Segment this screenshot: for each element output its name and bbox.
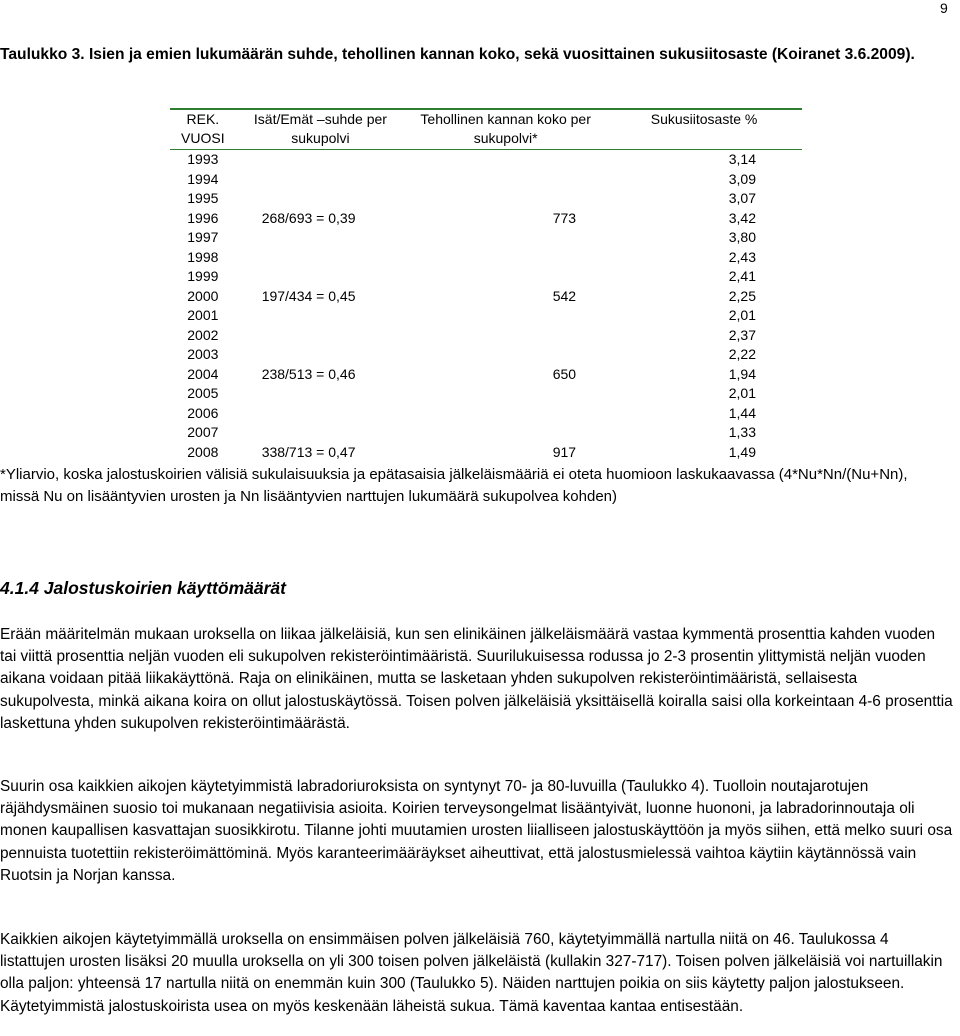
cell-sire-dam-ratio: 197/434 = 0,45 bbox=[261, 287, 356, 304]
cell-sire-dam-ratio: 238/513 = 0,46 bbox=[261, 365, 356, 382]
cell-year: 2007 bbox=[187, 424, 219, 440]
cell-effective-population bbox=[405, 228, 606, 248]
table-row bbox=[170, 404, 802, 424]
cell-year: 1995 bbox=[187, 190, 219, 206]
cell-inbreeding: 2,01 bbox=[728, 385, 756, 401]
cell-sire-dam-ratio bbox=[236, 228, 406, 248]
paragraph: Kaikkien aikojen käytetyimmällä uroksella on ensimmäisen polven jälkeläisiä 760, käytetyimmällä nartulla niitä on 46. Taulukossa 4 listattujen urosten lisäksi 20 muulla uroksella on yli 300 toisen polven jälkeläistä (kullakin 327-717). Toisen polven jälkeläisiä voi nartuillakin olla paljon: yhteensä 17 nartulla niitä on enemmän kuin 300 (Taulukko 5). Näiden narttujen poikia on siis käytetty paljon jalostukseen. Käytetyimmistä jalostuskoirista usea on myös keskenään läheistä sukua. Tämä kaventaa kantaa entisestään. bbox=[0, 931, 943, 1015]
cell-inbreeding: 3,14 bbox=[728, 151, 756, 167]
cell-year: 1997 bbox=[187, 229, 219, 245]
cell-sire-dam-ratio bbox=[236, 189, 406, 209]
cell-year: 1996 bbox=[187, 209, 219, 226]
cell-year: 2000 bbox=[187, 287, 219, 304]
cell-year: 1999 bbox=[187, 268, 219, 284]
cell-sire-dam-ratio bbox=[236, 326, 406, 346]
cell-effective-population: 917 bbox=[552, 443, 577, 460]
cell-inbreeding: 1,49 bbox=[728, 443, 756, 460]
cell-effective-population: 650 bbox=[552, 365, 577, 382]
cell-effective-population bbox=[405, 326, 606, 346]
cell-inbreeding: 2,41 bbox=[728, 268, 756, 284]
cell-sire-dam-ratio bbox=[236, 267, 406, 287]
cell-inbreeding: 1,94 bbox=[728, 365, 756, 382]
table-row bbox=[170, 228, 802, 248]
cell-year: 2006 bbox=[187, 404, 219, 421]
cell-effective-population: 773 bbox=[552, 209, 577, 226]
table-body bbox=[170, 150, 802, 462]
data-table bbox=[170, 110, 802, 462]
cell-effective-population: 542 bbox=[552, 287, 577, 304]
cell-effective-population bbox=[405, 404, 606, 424]
table-row bbox=[170, 248, 802, 268]
cell-sire-dam-ratio bbox=[236, 150, 406, 170]
cell-inbreeding: 2,25 bbox=[728, 287, 756, 304]
cell-inbreeding: 3,07 bbox=[728, 190, 756, 206]
cell-effective-population bbox=[405, 345, 606, 365]
header-sire-dam-ratio: Isät/Emät –suhde per sukupolvi bbox=[253, 111, 387, 146]
cell-inbreeding: 3,80 bbox=[728, 229, 756, 245]
cell-effective-population bbox=[405, 384, 606, 404]
cell-sire-dam-ratio bbox=[236, 384, 406, 404]
table-row bbox=[170, 170, 802, 190]
table-footnote: *Yliarvio, koska jalostuskoirien välisiä sukulaisuuksia ja epätasaisia jälkeläismääriä ei oteta huomioon laskukaavassa (4*Nu*Nn/(Nu+Nn), missä Nu on lisääntyvien urosten ja Nn lisääntyvien narttujen lukumäärä sukupolvea kohden) bbox=[0, 466, 908, 505]
cell-year: 2001 bbox=[187, 307, 219, 323]
cell-sire-dam-ratio: 268/693 = 0,39 bbox=[261, 209, 356, 226]
cell-inbreeding: 1,33 bbox=[728, 424, 756, 440]
table-row bbox=[170, 326, 802, 346]
header-inbreeding: Sukusiitosaste % bbox=[650, 111, 758, 127]
paragraph: Erään määritelmän mukaan uroksella on liikaa jälkeläisiä, kun sen elinikäinen jälkeläismäärä vastaa kymmentä prosenttia kahden vuoden tai viittä prosenttia neljän vuoden eli sukupolven rekisteröintimääristä. Suurilukuisessa rodussa jo 2-3 prosentin ylittymistä neljän vuoden aikana voidaan pitää liikakäyttönä. Raja on elinikäinen, mutta se lasketaan yhden sukupolven rekisteröintimääristä, sellaisesta sukupolvesta, minkä aikana koira on ollut jalostuskäytössä. Toisen polven jälkeläisiä yksittäisellä koiralla saisi olla korkeintaan 4-6 prosenttia laskettuna yhden sukupolven rekisteröintimäärästä. bbox=[0, 626, 953, 732]
cell-year: 2002 bbox=[187, 326, 219, 343]
cell-inbreeding: 3,42 bbox=[728, 209, 756, 226]
cell-inbreeding: 1,44 bbox=[728, 404, 756, 421]
table-row bbox=[170, 267, 802, 287]
cell-inbreeding: 2,43 bbox=[728, 248, 756, 265]
table-header bbox=[170, 110, 802, 150]
table-row bbox=[170, 189, 802, 209]
cell-sire-dam-ratio bbox=[236, 423, 406, 443]
cell-sire-dam-ratio: 338/713 = 0,47 bbox=[261, 443, 356, 460]
cell-year: 1994 bbox=[187, 170, 219, 187]
cell-inbreeding: 2,22 bbox=[728, 346, 756, 362]
table-caption: Taulukko 3. Isien ja emien lukumäärän suhde, tehollinen kannan koko, sekä vuosittainen sukusiitosaste (Koiranet 3.6.2009). bbox=[0, 46, 915, 63]
cell-year: 2008 bbox=[187, 443, 219, 460]
cell-year: 1998 bbox=[187, 248, 219, 265]
table-row bbox=[170, 365, 802, 385]
cell-effective-population bbox=[405, 189, 606, 209]
cell-effective-population bbox=[405, 267, 606, 287]
cell-effective-population bbox=[405, 248, 606, 268]
table-row bbox=[170, 384, 802, 404]
paragraph: Suurin osa kaikkien aikojen käytetyimmistä labradoriuroksista on syntynyt 70- ja 80-luvuilla (Taulukko 4). Tuolloin noutajarotujen räjähdysmäinen suosio toi mukanaan negatiivisia asioita. Koirien terveysongelmat lisääntyivät, luonne huononi, ja labradorinnoutaja oli monen kaupallisen kasvattajan suosikkirotu. Tilanne johti muutamien urosten liialliseen jalostuskäyttöön ja myös siihen, että melko suuri osa pennuista tuotettiin rekisteröimättöminä. Myös karanteerimääräykset aiheuttivat, että jalostusmielessä vaihtoa käytiin käytännössä vain Ruotsin ja Norjan kanssa. bbox=[0, 778, 953, 884]
cell-sire-dam-ratio bbox=[236, 170, 406, 190]
cell-effective-population bbox=[405, 423, 606, 443]
cell-sire-dam-ratio bbox=[236, 404, 406, 424]
cell-year: 1993 bbox=[187, 151, 219, 167]
table-row bbox=[170, 150, 802, 170]
table-row bbox=[170, 423, 802, 443]
header-effective-population: Tehollinen kannan koko per sukupolvi* bbox=[420, 111, 591, 146]
cell-sire-dam-ratio bbox=[236, 306, 406, 326]
cell-effective-population bbox=[405, 170, 606, 190]
table-row bbox=[170, 345, 802, 365]
cell-sire-dam-ratio bbox=[236, 248, 406, 268]
header-year: REK. VUOSI bbox=[181, 111, 225, 146]
table-row bbox=[170, 209, 802, 229]
cell-year: 2003 bbox=[187, 346, 219, 362]
cell-sire-dam-ratio bbox=[236, 345, 406, 365]
table-row bbox=[170, 306, 802, 326]
cell-effective-population bbox=[405, 306, 606, 326]
cell-effective-population bbox=[405, 150, 606, 170]
page-number: 9 bbox=[940, 0, 948, 16]
cell-year: 2004 bbox=[187, 365, 219, 382]
table-row bbox=[170, 287, 802, 307]
cell-inbreeding: 3,09 bbox=[728, 170, 756, 187]
section-heading: 4.1.4 Jalostuskoirien käyttömäärät bbox=[0, 578, 286, 598]
table-row bbox=[170, 443, 802, 463]
cell-inbreeding: 2,01 bbox=[728, 307, 756, 323]
cell-year: 2005 bbox=[187, 385, 219, 401]
inbreeding-table bbox=[170, 108, 802, 462]
cell-inbreeding: 2,37 bbox=[728, 326, 756, 343]
